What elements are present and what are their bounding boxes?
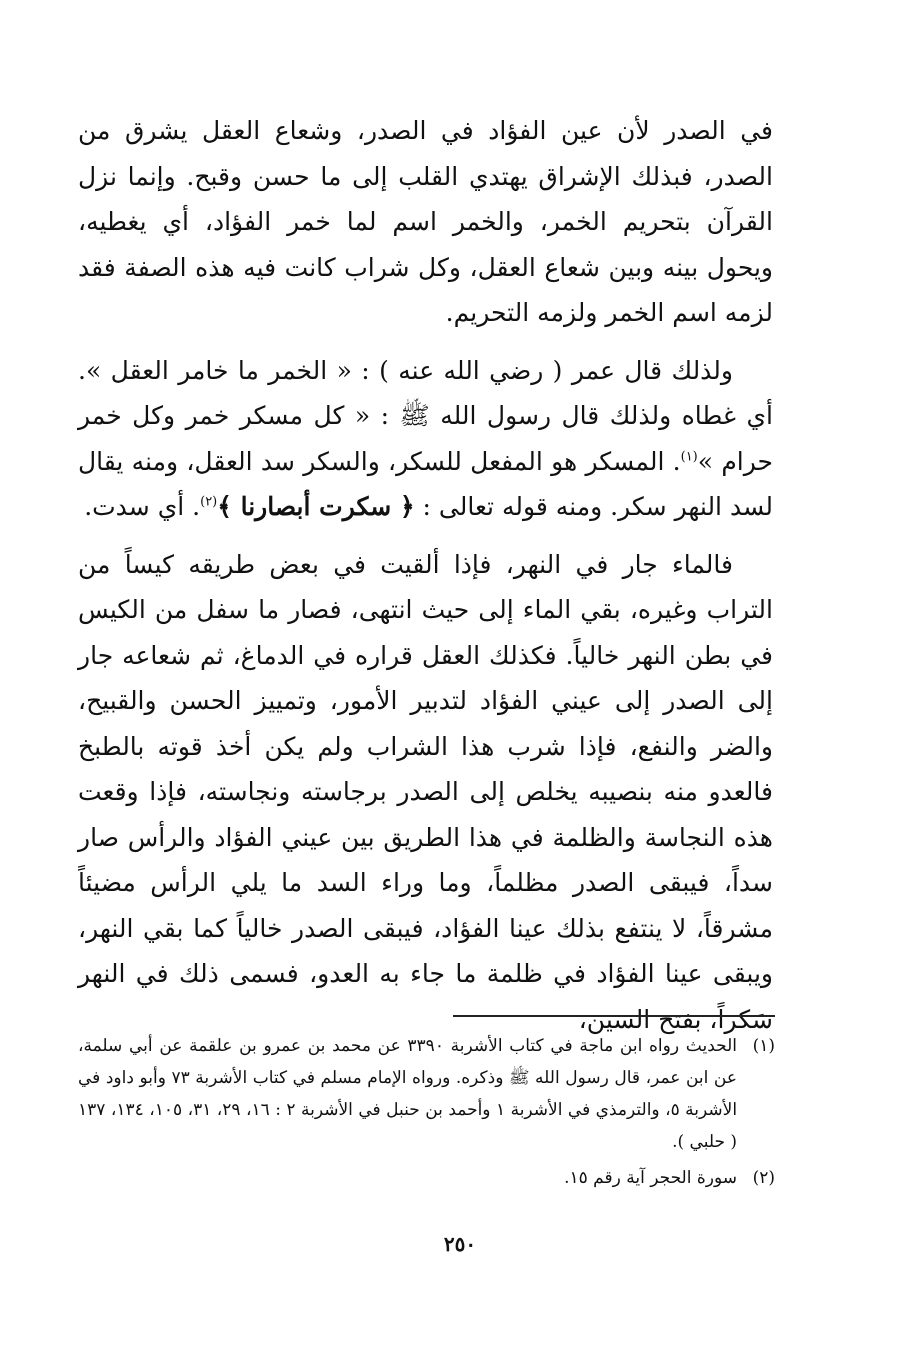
paragraph-2 bbox=[78, 348, 773, 530]
main-text bbox=[78, 108, 773, 1042]
footnote-2 bbox=[78, 1162, 775, 1194]
paragraph-1: في الصدر لأن عين الفؤاد في الصدر، وشعاع العقل يشرق من الصدر، فبذلك الإشراق يهتدي القلب إلى ما حسن وقبح. وإنما نزل القرآن بتحريم الخمر، والخمر اسم لما خمر الفؤاد، أي يغطيه، ويحول بينه وبين شعاع العقل، وكل شراب كانت فيه هذه الصفة فقد لزمه اسم الخمر ولزمه التحريم. bbox=[78, 116, 773, 327]
paragraph-3: فالماء جار في النهر، فإذا ألقيت في بعض طريقه كيساً من التراب وغيره، بقي الماء إلى حيث انتهى، فصار ما سفل من الكيس في بطن النهر خالياً. فكذلك العقل قراره في الدماغ، ثم شعاعه جار إلى الصدر إلى عيني الفؤاد لتدبير الأمور، وتمييز الحسن والقبيح، والضر والنفع، فإذا شرب هذا الشراب ولم يكن أخذ قوته بالطبخ فالعدو منه بنصيبه يخلص إلى الصدر برجاسته ونجاسته، فإذا وقعت هذه النجاسة والظلمة في هذا الطريق بين عيني الفؤاد والرأس صار سداً، فيبقى الصدر مظلماً، وما وراء السد ما يلي الرأس مضيئاً مشرقاً، لا ينتفع بذلك عينا الفؤاد، فيبقى الصدر خالياً كما بقي النهر، ويبقى عينا الفؤاد في ظلمة ما جاء به العدو، فسمى ذلك في النهر سَكراً، بفتح السين، bbox=[78, 549, 773, 1034]
footnote-ref-2: (٢) bbox=[200, 494, 218, 510]
footnote-text: سورة الحجر آية رقم ١٥. bbox=[564, 1168, 737, 1188]
quran-verse: ﴿ سكرت أبصارنا ﴾ bbox=[217, 492, 415, 521]
footnote-1 bbox=[78, 1030, 775, 1158]
footnote-number: (٢) bbox=[752, 1168, 775, 1188]
footnote-number: (١) bbox=[752, 1036, 775, 1056]
footnote-text: الحديث رواه ابن ماجة في كتاب الأشربة ٣٣٩٠ عن محمد بن عمرو بن علقمة عن أبي سلمة، عن ابن عمر، قال رسول الله ﷺ وذكره. ورواه الإمام مسلم في كتاب الأشربة ٧٣ وأبو داود في الأشربة ٥، والترمذي في الأشربة ١ وأحمد بن حنبل في الأشربة ٢ : ١٦، ٢٩، ٣١، ١٠٥، ١٣٤، ١٣٧ ( حلبي ). bbox=[78, 1036, 738, 1152]
paragraph-2-text-a: ولذلك قال عمر ( رضي الله عنه ) : « الخمر ما خامر العقل ». أي غطاه ولذلك قال رسول الله ﷺ : « كل مسكر خمر وكل خمر حرام » bbox=[78, 355, 773, 476]
footnote-divider bbox=[453, 1015, 775, 1017]
paragraph-2-text-c: . أي سدت. bbox=[84, 492, 201, 521]
footnotes bbox=[78, 1030, 775, 1194]
footnote-ref-1: (١) bbox=[680, 449, 698, 465]
paragraph-2-text-b: . المسكر هو المفعل للسكر، والسكر سد العقل، ومنه يقال لسد النهر سكر. ومنه قوله تعالى : bbox=[78, 446, 773, 521]
page-number: ٢٥٠ bbox=[443, 1232, 477, 1256]
